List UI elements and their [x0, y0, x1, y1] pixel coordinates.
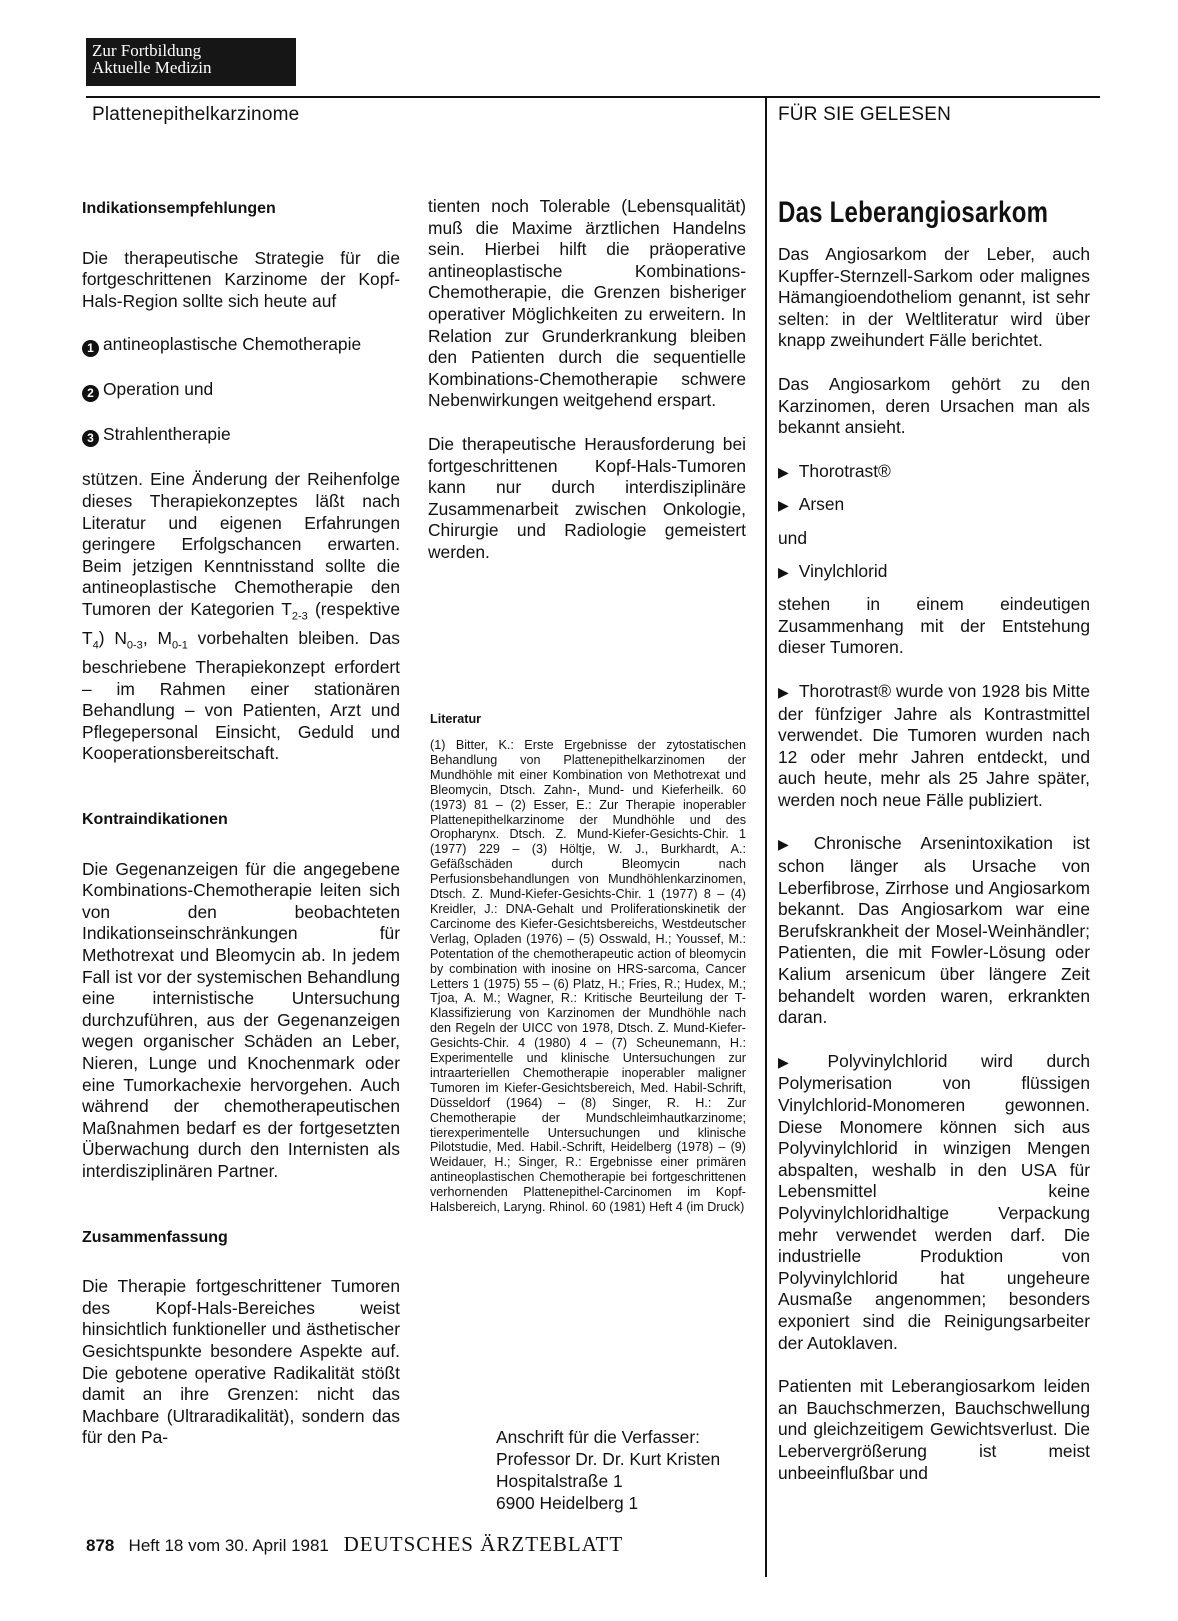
list-item-text: Arsen — [798, 494, 845, 515]
column-2 — [428, 196, 746, 564]
number-icon: 2 — [82, 385, 99, 402]
paragraph-stuetzen — [82, 469, 400, 765]
issue-info: Heft 18 vom 30. April 1981 — [128, 1536, 329, 1555]
running-head-left: Plattenepithelkarzinome — [92, 104, 300, 125]
text-run: stützen. Eine Änderung der Reihenfolge dieses Therapiekonzeptes läßt nach Literatur und eigenen Erfahrungen geringere Erfolgschancen erwarten. Beim jetzigen Kenntnisstand sollte die antineoplastische Chemotherapie den Tumoren der Kategorien T — [82, 469, 400, 619]
list-item — [778, 461, 1090, 484]
running-head-right: FÜR SIE GELESEN — [778, 104, 951, 125]
article-title: Das Leberangiosarkom — [778, 196, 1049, 229]
list-item-text: antineoplastische Chemotherapie — [103, 334, 362, 355]
list-item — [82, 424, 400, 447]
badge-line-1: Zur Fortbildung — [92, 41, 202, 60]
column-1 — [82, 198, 400, 1449]
references: (1) Bitter, K.: Erste Ergebnisse der zytostatischen Behandlung von Plattenepithelkarzinomen der Mundhöhle mit einer Kombination von Methotrexat und Bleomycin, Dtsch. Zahn-, Mund- und Kieferheilk. 60 (1973) 81 – (2) Esser, E.: Zur Therapie inoperabler Plattenepithelkarzinome der Mundhöhle und des Oropharynx. Dtsch. Z. Mund-Kiefer-Gesichts-Chir. 1 (1977) 229 – (3) Höltje, W. J., Burkhardt, A.: Gefäßschäden durch Bleomycin nach Perfusionsbehandlungen von Mundhöhlenkarzinomen, Dtsch. Z. Mund-Kiefer-Gesichts-Chir. 1 (1977) 8 – (4) Kreidler, J.: DNA-Gehalt und Proliferationskinetik der Carcinome des Kiefer-Gesichtsbereichs, Westdeutscher Verlag, Opladen (1976) – (5) Osswald, H.; Youssef, M.: Potentation of the chemotherapeutic action of bleomycin by combination with inosine on HRS-sarcoma, Cancer Letters 1 (1975) 55 – (6) Platz, H.; Fries, R.; Hudex, M.; Tjoa, A. M.; Wagner, R.: Kritische Beurteilung der T-Klassifizierung von Karzinomen der Mundhöhle nach den Regeln der UICC von 1978, Dtsch. Z. Mund-Kiefer-Gesichts-Chir. 4 (1980) 4 – (7) Scheunemann, H.: Experimentelle und klinische Untersuchungen zur intraarteriellen Chemotherapie inoperabler maligner Tumoren im Kiefer-Gesichtsbereich, Med. Habil-Schrift, Düsseldorf (1964) – (8) Singer, R. H.: Zur Chemotherapie der Mundschleimhautkarzinome; tierexperimentelle Untersuchungen und klinische Pilotstudie, Med. Habil.-Schrift, Heidelberg (1978) – (9) Weidauer, H.; Singer, R.: Ergebnisse einer primären antineoplastischen Chemotherapie bei fortgeschrittenen verhornenden Plattenepithel-Carcinomen im Kopf-Halsbereich, Laryng. Rhinol. 60 (1981) Heft 4 (im Druck) — [430, 738, 746, 1215]
address-line: Hospitalstraße 1 — [496, 1471, 623, 1491]
paragraph-text: Thorotrast® wurde von 1928 bis Mitte der fünfziger Jahre als Kontrastmittel verwendet. Die Tumoren wurden nach 12 oder mehr Jahren entdeckt, und auch heute, mehr als 25 Jahre später, werden noch neue Fälle publiziert. — [778, 680, 1090, 810]
subscript: 2-3 — [291, 610, 308, 623]
triangle-bullet-icon: ▶ — [778, 563, 789, 580]
triangle-bullet-icon: ▶ — [778, 683, 789, 700]
list-item-text: Vinylchlorid — [798, 560, 888, 581]
triangle-bullet-icon: ▶ — [778, 497, 789, 514]
list-item-text: Operation und — [103, 379, 214, 400]
paragraph-zusammenfassung: Die Therapie fortgeschrittener Tumoren des Kopf-Hals-Bereiches weist hinsichtlich funktioneller und ästhetischer Gesichtspunkte besondere Aspekte auf. Die gebotene operative Radikalität stößt damit an ihre Grenzen: nicht das Machbare (Ultraradikalität), sondern das für den Pa- — [82, 1276, 400, 1448]
paragraph — [778, 681, 1090, 812]
triangle-bullet-icon: ▶ — [778, 463, 789, 480]
subscript: 0-1 — [171, 639, 188, 652]
subscript: 4 — [92, 639, 99, 652]
list-item — [778, 561, 1090, 584]
paragraph-kontraindikationen: Die Gegenanzeigen für die angegebene Kombinations-Chemotherapie leiten sich von den beobachteten Indikationseinschränkungen für Methotrexat und Bleomycin ab. In jedem Fall ist vor der systemischen Behandlung eine internistische Untersuchung durchzuführen, aus der Gegenanzeigen wegen organischer Schäden an Leber, Nieren, Lunge und Knochenmark oder eine Tumorkachexie hervorgehen. Auch während der chemotherapeutischen Maßnahmen bedarf es der fortgesetzten Überwachung durch den Internisten als interdisziplinären Partner. — [82, 858, 400, 1181]
paragraph: Das Angiosarkom gehört zu den Karzinomen, deren Ursachen man als bekannt ansieht. — [778, 373, 1090, 438]
number-icon: 3 — [82, 430, 99, 447]
text-run: (respektive T — [82, 598, 400, 648]
list-item — [778, 494, 1090, 517]
header-rule — [86, 96, 1100, 98]
paragraph-intro: Die therapeutische Strategie für die fortgeschrittenen Karzinome der Kopf-Hals-Region sollte sich heute auf — [82, 247, 400, 311]
text-run: ) N — [98, 628, 127, 648]
number-icon: 1 — [82, 340, 99, 357]
text-run: , M — [142, 628, 172, 648]
triangle-bullet-icon: ▶ — [778, 836, 804, 853]
list-item-text: Strahlentherapie — [103, 424, 231, 445]
column-3 — [778, 244, 1090, 1484]
address-line: Professor Dr. Dr. Kurt Kristen — [496, 1449, 721, 1469]
paragraph — [778, 833, 1090, 1028]
paragraph: Das Angiosarkom der Leber, auch Kupffer-Sternzell-Sarkom oder malignes Hämangioendotheliom genannt, ist sehr selten: in der Weltliteratur wird über knapp zweihundert Fälle berichtet. — [778, 244, 1090, 351]
list-item — [82, 379, 400, 402]
paragraph — [778, 1051, 1090, 1354]
list-item — [82, 334, 400, 357]
page-number: 878 — [86, 1536, 115, 1555]
author-address — [496, 1426, 720, 1514]
triangle-bullet-icon: ▶ — [778, 1053, 818, 1070]
badge-line-2: Aktuelle Medizin — [92, 58, 212, 77]
paragraph-continuation: tienten noch Tolerable (Lebensqualität) muß die Maxime ärztlichen Handelns sein. Hierbei hilft die präoperative antineoplastische Kombinations-Chemotherapie, die Grenzen bisheriger operativer Möglichkeiten zu erweitern. In Relation zur Grunderkrankung bleiben den Patienten durch die sequentielle Kombinations-Chemotherapie schwere Nebenwirkungen weitgehend erspart. — [428, 196, 746, 411]
address-line: Anschrift für die Verfasser: — [496, 1427, 700, 1447]
address-line: 6900 Heidelberg 1 — [496, 1493, 639, 1513]
subscript: 0-3 — [126, 639, 143, 652]
text-run: vorbehalten bleiben. Das beschriebene Therapiekonzept erfordert – im Rahmen einer stationären Behandlung – von Patienten, Arzt und Pflegepersonal Einsicht, Geduld und Kooperationsbereitschaft. — [82, 628, 400, 764]
list-item-text: Thorotrast® — [798, 460, 891, 481]
paragraph-text: Chronische Arsenintoxikation ist schon länger als Ursache von Leberfibrose, Zirrhose und Angiosarkom bekannt. Das Angiosarkom war eine Berufskrankheit der Mosel-Weinhändler; Patienten, die mit Fowler-Lösung oder Kalium arsenicum über längere Zeit behandelt worden waren, erkrankten daran. — [778, 833, 1090, 1028]
page-footer — [86, 1532, 623, 1557]
paragraph: stehen in einem eindeutigen Zusammenhang mit der Entstehung dieser Tumoren. — [778, 594, 1090, 658]
paragraph: Patienten mit Leberangiosarkom leiden an Bauchschmerzen, Bauchschwellung und gleichzeitigem Gewichtsverlust. Die Lebervergrößerung ist meist unbeeinflußbar und — [778, 1376, 1090, 1483]
heading-indikation: Indikationsempfehlungen — [82, 200, 276, 217]
paragraph-herausforderung: Die therapeutische Herausforderung bei fortgeschrittenen Kopf-Hals-Tumoren kann nur durch interdisziplinäre Zusammenarbeit zwischen Onkologie, Chirurgie und Radiologie gemeistert werden. — [428, 433, 746, 562]
heading-zusammenfassung: Zusammenfassung — [82, 1228, 228, 1246]
column-divider — [765, 97, 767, 1577]
section-badge — [86, 38, 296, 86]
paragraph-text: Polyvinylchlorid wird durch Polymerisation von flüssigen Vinylchlorid-Monomeren gewonnen. Diese Monomere können sich aus Polyvinylchlorid in winzigen Mengen abspalten, weshalb in den USA für Lebensmittel keine Polyvinylchloridhaltige Verpackung mehr verwendet werden darf. Die industrielle Produktion von Polyvinylchlorid hat ungeheure Ausmaße angenommen; besonders exponiert sind die Reinigungsarbeiter der Autoklaven. — [778, 1050, 1090, 1353]
conjunction: und — [778, 527, 808, 548]
heading-literatur: Literatur — [430, 712, 482, 726]
magazine-name: DEUTSCHES ÄRZTEBLATT — [343, 1532, 624, 1556]
heading-kontraindikationen: Kontraindikationen — [82, 811, 228, 829]
